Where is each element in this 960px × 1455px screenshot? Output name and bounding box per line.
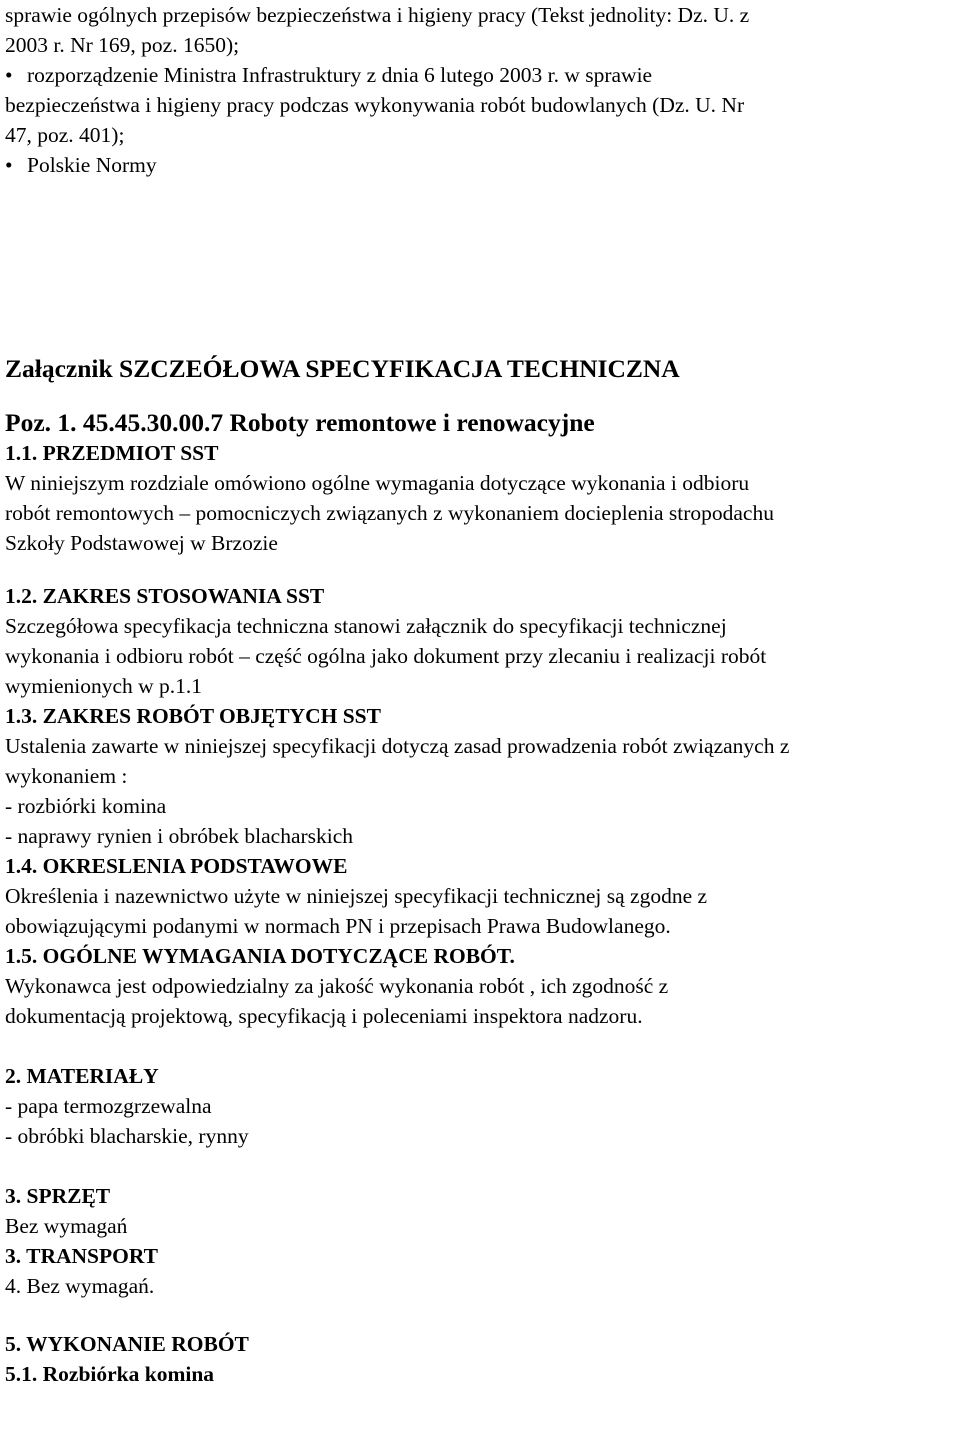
text-line: 2003 r. Nr 169, poz. 1650); xyxy=(5,33,240,57)
list-item-continuation: bezpieczeństwa i higieny pracy podczas wykonywania robót budowlanych (Dz. U. Nr xyxy=(5,93,745,117)
list-item xyxy=(5,150,955,180)
text-line: W niniejszym rozdziale omówiono ogólne wymagania dotyczące wykonania i odbioru xyxy=(5,471,750,495)
text-line: - papa termozgrzewalna xyxy=(5,1094,212,1118)
text-line: Wykonawca jest odpowiedzialny za jakość wykonania robót , ich zgodność z xyxy=(5,974,669,998)
section-2 xyxy=(5,1061,955,1151)
bullet-icon: • xyxy=(5,153,13,177)
text-line: Bez wymagań xyxy=(5,1214,128,1238)
section-heading: 1.2. ZAKRES STOSOWANIA SST xyxy=(5,584,325,608)
text-line: - rozbiórki komina xyxy=(5,794,167,818)
text-line: Ustalenia zawarte w niniejszej specyfikacji dotyczą zasad prowadzenia robót związanych z xyxy=(5,734,790,758)
text-line: Szkoły Podstawowej w Brzozie xyxy=(5,531,278,555)
section-1-5 xyxy=(5,941,955,1031)
list-item xyxy=(5,60,955,90)
text-line: wymienionych w p.1.1 xyxy=(5,674,203,698)
section-heading: 5. WYKONANIE ROBÓT xyxy=(5,1332,249,1356)
section-heading: 3. TRANSPORT xyxy=(5,1244,158,1268)
text-line: dokumentacją projektową, specyfikacją i poleceniami inspektora nadzoru. xyxy=(5,1004,643,1028)
text-line: - obróbki blacharskie, rynny xyxy=(5,1124,249,1148)
list-item-continuation: 47, poz. 401); xyxy=(5,123,125,147)
section-heading: 3. SPRZĘT xyxy=(5,1184,111,1208)
text-line: wykonaniem : xyxy=(5,764,128,788)
intro-paragraph xyxy=(5,0,955,60)
document-page xyxy=(5,0,955,1389)
text-line: 4. Bez wymagań. xyxy=(5,1274,155,1298)
section-heading: 1.3. ZAKRES ROBÓT OBJĘTYCH SST xyxy=(5,704,381,728)
subsection-heading: 5.1. Rozbiórka komina xyxy=(5,1362,215,1386)
text-line: sprawie ogólnych przepisów bezpieczeństwa i higieny pracy (Tekst jednolity: Dz. U. z xyxy=(5,3,750,27)
position-heading: Poz. 1. 45.45.30.00.7 Roboty remontowe i renowacyjne xyxy=(5,408,595,437)
document-title: Załącznik SZCZEÓŁOWA SPECYFIKACJA TECHNICZNA xyxy=(5,354,680,383)
list-item-text: Polskie Normy xyxy=(27,153,157,177)
bullet-icon: • xyxy=(5,63,13,87)
section-heading: 1.5. OGÓLNE WYMAGANIA DOTYCZĄCE ROBÓT. xyxy=(5,944,515,968)
section-1-1 xyxy=(5,438,955,558)
section-heading: 1.4. OKRESLENIA PODSTAWOWE xyxy=(5,854,348,878)
text-line: robót remontowych – pomocniczych związanych z wykonaniem docieplenia stropodachu xyxy=(5,501,774,525)
list-item-text: rozporządzenie Ministra Infrastruktury z dnia 6 lutego 2003 r. w sprawie xyxy=(27,63,653,87)
section-3-sprzet xyxy=(5,1181,955,1241)
section-3-transport xyxy=(5,1241,955,1301)
text-line: obowiązującymi podanymi w normach PN i przepisach Prawa Budowlanego. xyxy=(5,914,671,938)
text-line: - naprawy rynien i obróbek blacharskich xyxy=(5,824,354,848)
section-5 xyxy=(5,1329,955,1389)
text-line: wykonania i odbioru robót – część ogólna jako dokument przy zlecaniu i realizacji robót xyxy=(5,644,767,668)
section-heading: 1.1. PRZEDMIOT SST xyxy=(5,441,219,465)
section-heading: 2. MATERIAŁY xyxy=(5,1064,159,1088)
regulations-list xyxy=(5,60,955,180)
text-line: Określenia i nazewnictwo użyte w niniejszej specyfikacji technicznej są zgodne z xyxy=(5,884,708,908)
section-1-4 xyxy=(5,851,955,941)
section-1-2 xyxy=(5,581,955,701)
text-line: Szczegółowa specyfikacja techniczna stanowi załącznik do specyfikacji technicznej xyxy=(5,614,727,638)
section-1-3 xyxy=(5,701,955,851)
